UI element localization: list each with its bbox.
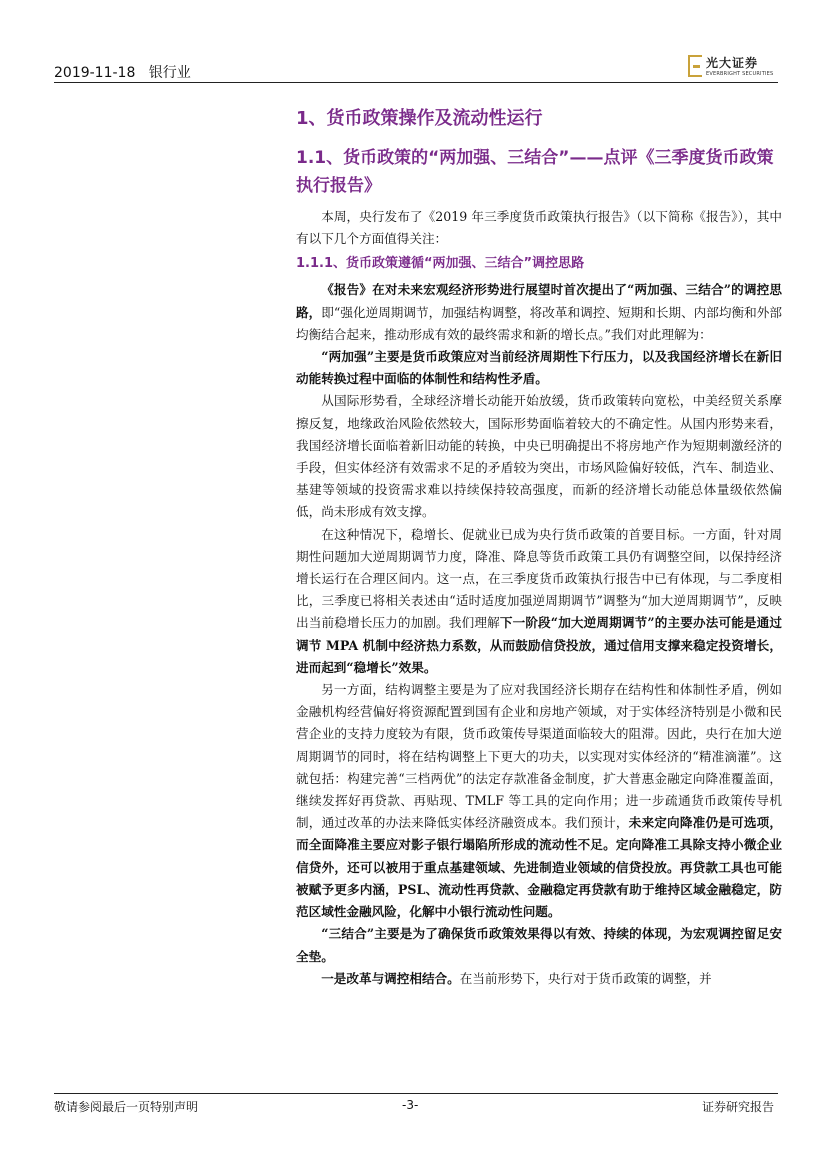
- paragraph-two-strengthen-bold: “两加强”主要是货币政策应对当前经济周期性下行压力，以及我国经济增长在新旧动能转换过程中面临的体制性和结构性矛盾。: [296, 349, 782, 387]
- footer-report-type: 证券研究报告: [702, 1100, 775, 1114]
- logo-text-cn: 光大证券: [706, 56, 759, 70]
- header-divider: [54, 82, 778, 83]
- paragraph-report-summary: [296, 279, 782, 346]
- paragraph-reform-control-text: 在当前形势下，央行对于货币政策的调整，并: [459, 970, 712, 986]
- main-content: [296, 100, 782, 990]
- logo-mark-icon: [688, 55, 702, 77]
- header-date-industry: [54, 62, 191, 82]
- everbright-logo: [688, 54, 780, 80]
- paragraph-counter-cyclical-bold: 下一阶段“加大逆周期调节”的主要办法可能是通过调节 MPA 机制中经济热力系数，从而鼓励信贷投放，通过信用支撑来稳定投资增长，进而起到“稳增长”效果。: [296, 615, 783, 675]
- paragraph-report-summary-bold: 《报告》在对未来宏观经济形势进行展望时首次提出了“两加强、三结合”的调控思路，: [296, 282, 782, 320]
- section-heading-1-1-1: 1.1.1、货币政策遵循“两加强、三结合”调控思路: [296, 256, 585, 272]
- footer-disclaimer: 敬请参阅最后一页特别声明: [54, 1100, 199, 1114]
- logo-text-en: EVERBRIGHT SECURITIES: [706, 71, 774, 77]
- paragraph-three-combine-bold: “三结合”主要是为了确保货币政策效果得以有效、持续的体现，为宏观调控留足安全垫。: [296, 926, 782, 964]
- paragraph-situation: 从国际形势看，全球经济增长动能开始放缓，货币政策转向宽松，中美经贸关系摩擦反复，地缘政治风险依然较大，国际形势面临着较大的不确定性。从国内形势来看，我国经济增长面临着新旧动能的转换，中央已明确提出不将房地产作为短期刺激经济的手段，但实体经济有效需求不足的矛盾较为突出，市场风险偏好较低，汽车、制造业、基建等领域的投资需求难以持续保持较高强度，而新的经济增长动能总体量级依然偏低，尚未形成有效支撑。: [296, 393, 782, 520]
- paragraph-counter-cyclical-text: 在这种情况下，稳增长、促就业已成为央行货币政策的首要目标。一方面，针对周期性问题加大逆周期调节力度，降准、降息等货币政策工具仍有调整空间，以保持经济增长运行在合理区间内。这一点，在三季度货币政策执行报告中已有体现，与二季度相比，三季度已将相关表述由“适时适度加强逆周期调节”调整为“加大逆周期调节”，反映出当前稳增长压力的加剧。我们理解: [296, 526, 782, 631]
- header-industry: 银行业: [148, 65, 191, 81]
- paragraph-two-strengthen: [296, 346, 782, 390]
- paragraph-intro: 本周，央行发布了《2019 年三季度货币政策执行报告》（以下简称《报告》），其中有以下几个方面值得关注：: [296, 209, 782, 247]
- paragraph-three-combine: [296, 923, 782, 967]
- paragraph-report-summary-text: 即“强化逆周期调节，加强结构调整，将改革和调控、短期和长期、内部均衡和外部均衡结合起来，推动形成有效的最终需求和新的增长点。”我们对此理解为：: [296, 304, 782, 342]
- paragraph-structural: [296, 679, 782, 923]
- section-heading-1-1: 1.1、货币政策的“两加强、三结合”——点评《三季度货币政策执行报告》: [296, 148, 774, 196]
- footer-divider: [54, 1093, 778, 1094]
- paragraph-reform-control: [296, 968, 782, 990]
- footer-page-number: -3-: [402, 1098, 419, 1112]
- paragraph-structural-text: 另一方面，结构调整主要是为了应对我国经济长期存在结构性和体制性矛盾，例如金融机构经营偏好将资源配置到国有企业和房地产领域，对于实体经济特别是小微和民营企业的支持力度较为有限，货币政策传导渠道面临较大的阻滞。因此，央行在加大逆周期调节的同时，将在结构调整上下更大的功夫，以实现对实体经济的“精准滴灌”。这就包括：构建完善“三档两优”的法定存款准备金制度，扩大普惠金融定向降准覆盖面，继续发挥好再贷款、再贴现、TMLF 等工具的定向作用；进一步疏通货币政策传导机制，通过改革的办法来降低实体经济融资成本。我们预计，: [296, 682, 782, 831]
- paragraph-structural-bold: 未来定向降准仍是可选项，而全面降准主要应对影子银行塌陷所形成的流动性不足。定向降准工具除支持小微企业信贷外，还可以被用于重点基建领域、先进制造业领域的信贷投放。再贷款工具也可能被赋予更多内涵，PSL、流动性再贷款、金融稳定再贷款有助于维持区域金融稳定，防范区域性金融风险，化解中小银行流动性问题。: [296, 815, 783, 920]
- page-header: [54, 56, 774, 84]
- paragraph-counter-cyclical: [296, 524, 782, 679]
- section-heading-1: 1、货币政策操作及流动性运行: [296, 108, 543, 129]
- paragraph-reform-control-bold: 一是改革与调控相结合。: [321, 970, 460, 986]
- header-date: 2019-11-18: [54, 65, 136, 81]
